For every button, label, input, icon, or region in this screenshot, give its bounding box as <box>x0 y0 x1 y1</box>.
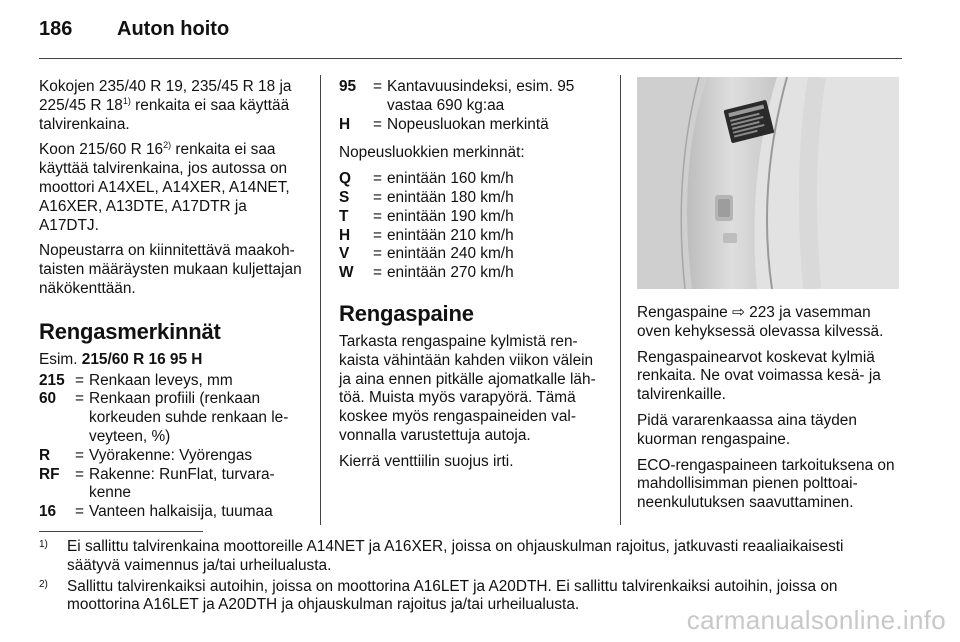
page-reference-icon: ⇨ <box>731 304 750 321</box>
speed-class-row: T = enintään 190 km/h <box>339 207 514 225</box>
definition-row: 215 = Renkaan leveys, mm <box>39 371 233 389</box>
paragraph: Rengaspaine ⇨ 223 ja vasemman oven kehyksessä olevassa kilvessä. <box>637 304 884 340</box>
column-middle <box>339 78 607 479</box>
watermark: carmanualsonline.info <box>686 605 946 635</box>
example-code: 215/60 R 16 95 H <box>81 350 203 368</box>
tire-code-definitions <box>39 372 307 522</box>
column-divider <box>620 75 621 525</box>
definition-row: 95 = Kantavuusindeksi, esim. 95 vastaa 690 kg:aa <box>339 78 575 114</box>
tire-code-definitions-cont <box>339 78 607 134</box>
paragraph: Tarkasta rengaspaine kylmistä renkaista vähintään kahden viikon välein ja aina ennen pitkälle ajomatkalle lähtöä. Muista myös varapyörä. Tämä koskee myös rengaspaineiden valvonnalla varustettuja autoja. <box>339 332 596 444</box>
footnote: 2) Sallittu talvirenkaiksi autoihin, joissa on moottorina A16LET ja A20DTH. Ei sallittu talvirenkaiksi autoihin, joissa on moottorina A16LET ja A20DTH ja ohjauskulman rajoitus ja/tai urheilualusta. <box>39 577 838 614</box>
definition-row: RF = Rakenne: RunFlat, turvarakenne <box>39 465 275 502</box>
speed-class-row: V = enintään 240 km/h <box>339 245 514 263</box>
page-header <box>39 18 229 41</box>
speed-class-list <box>339 170 607 283</box>
paragraph: Nopeustarra on kiinnitettävä maakohtaisten määräysten mukaan kuljettajan näkökenttään. <box>39 242 302 297</box>
speed-classes-intro: Nopeusluokkien merkinnät: <box>339 144 525 162</box>
footnote-ref: 1) <box>122 95 131 106</box>
footnote: 1) Ei sallittu talvirenkaina moottoreille A14NET ja A16XER, joissa on ohjauskulman rajoitus, jatkuvasti reaaliaikaisesti säätyvä vaimennus ja/tai urheilualusta. <box>39 538 844 574</box>
paragraph: Pidä vararenkaassa aina täyden kuorman rengaspaine. <box>637 411 857 448</box>
section-heading: Rengaspaine <box>339 300 474 326</box>
speed-class-row: W = enintään 270 km/h <box>339 264 514 282</box>
paragraph: ECO-rengaspaineen tarkoituksena on mahdollisimman pienen polttoaineenkulutuksen saavuttaminen. <box>637 456 895 512</box>
footnote-rule <box>39 531 203 532</box>
definition-row: H = Nopeusluokan merkintä <box>339 115 549 133</box>
footnote-ref: 2) <box>163 140 172 151</box>
page-number: 186 <box>39 18 73 40</box>
paragraph: Koon 215/60 R 16$^{2)}$ renkaita ei saa käyttää talvirenkaina, jos autossa on moottori A14XEL, A14XER, A14NET, A16XER, A13DTE, A17DTR ja A17DTJ. <box>39 140 290 234</box>
paragraph: Kierrä venttiilin suojus irti. <box>339 452 514 470</box>
paragraph: Rengaspainearvot koskevat kylmiä renkaita. Ne ovat voimassa kesä- ja talvirenkaille. <box>637 348 881 404</box>
door-frame-illustration <box>637 77 899 289</box>
section-heading: Rengasmerkinnät <box>39 318 221 344</box>
speed-class-row: S = enintään 180 km/h <box>339 188 514 206</box>
speed-class-row: H = enintään 210 km/h <box>339 226 514 244</box>
column-divider <box>320 75 321 525</box>
example-line: Esim. 215/60 R 16 95 H <box>39 350 203 368</box>
header-rule <box>39 58 902 59</box>
paragraph: Kokojen 235/40 R 19, 235/45 R 18 ja 225/45 R 18$^{1)}$ renkaita ei saa käyttää talvirenkaina. <box>39 78 292 133</box>
column-right <box>637 304 905 520</box>
definition-row: R = Vyörakenne: Vyörengas <box>39 446 253 464</box>
definition-row: 16 = Vanteen halkaisija, tuumaa <box>39 503 273 521</box>
definition-row: 60 = Renkaan profiili (renkaan korkeuden suhde renkaan leveyteen, %) <box>39 390 289 445</box>
speed-class-row: Q = enintään 160 km/h <box>339 170 514 188</box>
column-left <box>39 78 307 522</box>
page-title: Auton hoito <box>117 18 230 40</box>
page-reference[interactable]: 223 <box>749 304 775 321</box>
door-frame-photo <box>637 77 899 289</box>
